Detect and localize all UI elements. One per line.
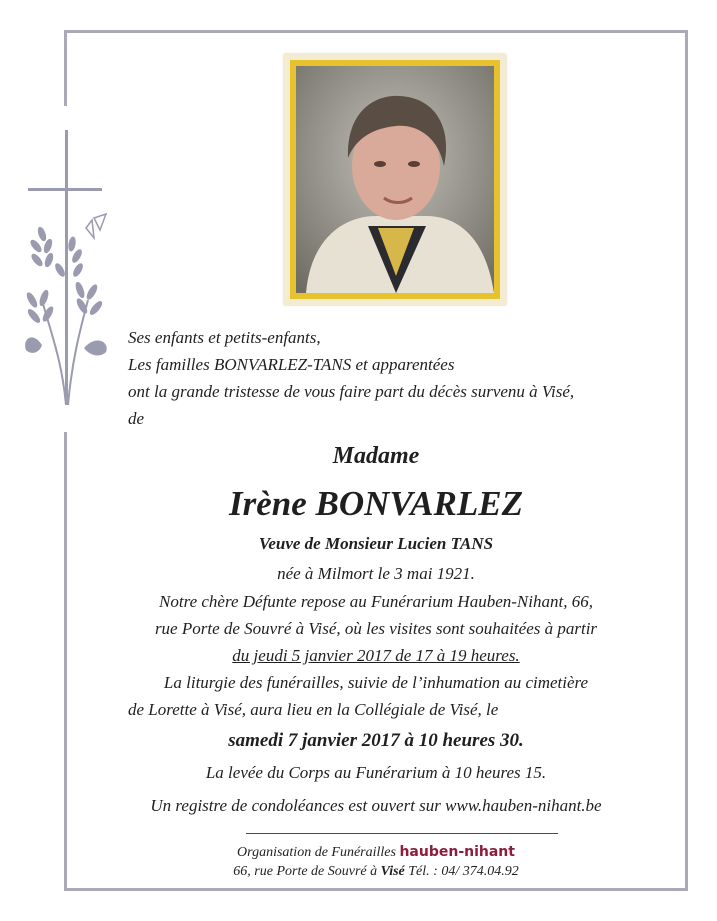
levee-line: La levée du Corps au Funérarium à 10 heures 15. — [205, 763, 547, 782]
footer-organisation-label: Organisation de Funérailles — [237, 845, 396, 860]
footer-address-city: Visé — [380, 864, 405, 879]
frame-right-border — [685, 30, 688, 891]
footer-phone: Tél. : 04/ 374.04.92 — [408, 864, 519, 879]
visitation-date-text: du jeudi 5 janvier 2017 de 17 à 19 heures. — [232, 646, 520, 665]
funeral-line-2: de Lorette à Visé, aura lieu en la Collégiale de Visé, le — [128, 700, 499, 719]
registry-line: Un registre de condoléances est ouvert sur www.hauben-nihant.be — [150, 796, 602, 815]
frame-left-border-top — [64, 30, 67, 106]
funeral-date: samedi 7 janvier 2017 à 10 heures 30. — [228, 730, 524, 751]
footer-divider — [246, 833, 558, 834]
intro-line-children: Ses enfants et petits-enfants, — [128, 328, 321, 347]
cross-with-wheat-icon — [22, 130, 118, 420]
birth-line: née à Milmort le 3 mai 1921. — [277, 564, 475, 583]
visitation-date — [67, 646, 685, 666]
widow-of-line: Veuve de Monsieur Lucien TANS — [258, 534, 494, 553]
intro-line-announcement: ont la grande tristesse de vous faire part du décès survenu à Visé, — [128, 382, 575, 401]
footer-organisation — [67, 844, 685, 861]
brand-logo: hauben-nihant — [399, 844, 515, 860]
deceased-name: Irène BONVARLEZ — [229, 484, 523, 523]
portrait-photo-frame — [284, 54, 506, 305]
portrait-gold-border — [290, 60, 500, 299]
frame-top-border — [64, 30, 688, 33]
portrait-photo — [296, 66, 494, 293]
intro-line-de: de — [128, 409, 145, 428]
visitation-line-2: rue Porte de Souvré à Visé, où les visites sont souhaitées à partir — [154, 619, 598, 638]
visitation-line-1: Notre chère Défunte repose au Funérarium Hauben-Nihant, 66, — [159, 592, 593, 611]
intro-line-families: Les familles BONVARLEZ-TANS et apparentées — [128, 355, 455, 374]
frame-bottom-border — [64, 888, 688, 891]
footer-address — [67, 864, 685, 880]
funeral-line-1: La liturgie des funérailles, suivie de l’inhumation au cimetière — [163, 673, 589, 692]
deceased-title: Madame — [332, 443, 420, 469]
footer-address-street: 66, rue Porte de Souvré à — [233, 864, 378, 879]
